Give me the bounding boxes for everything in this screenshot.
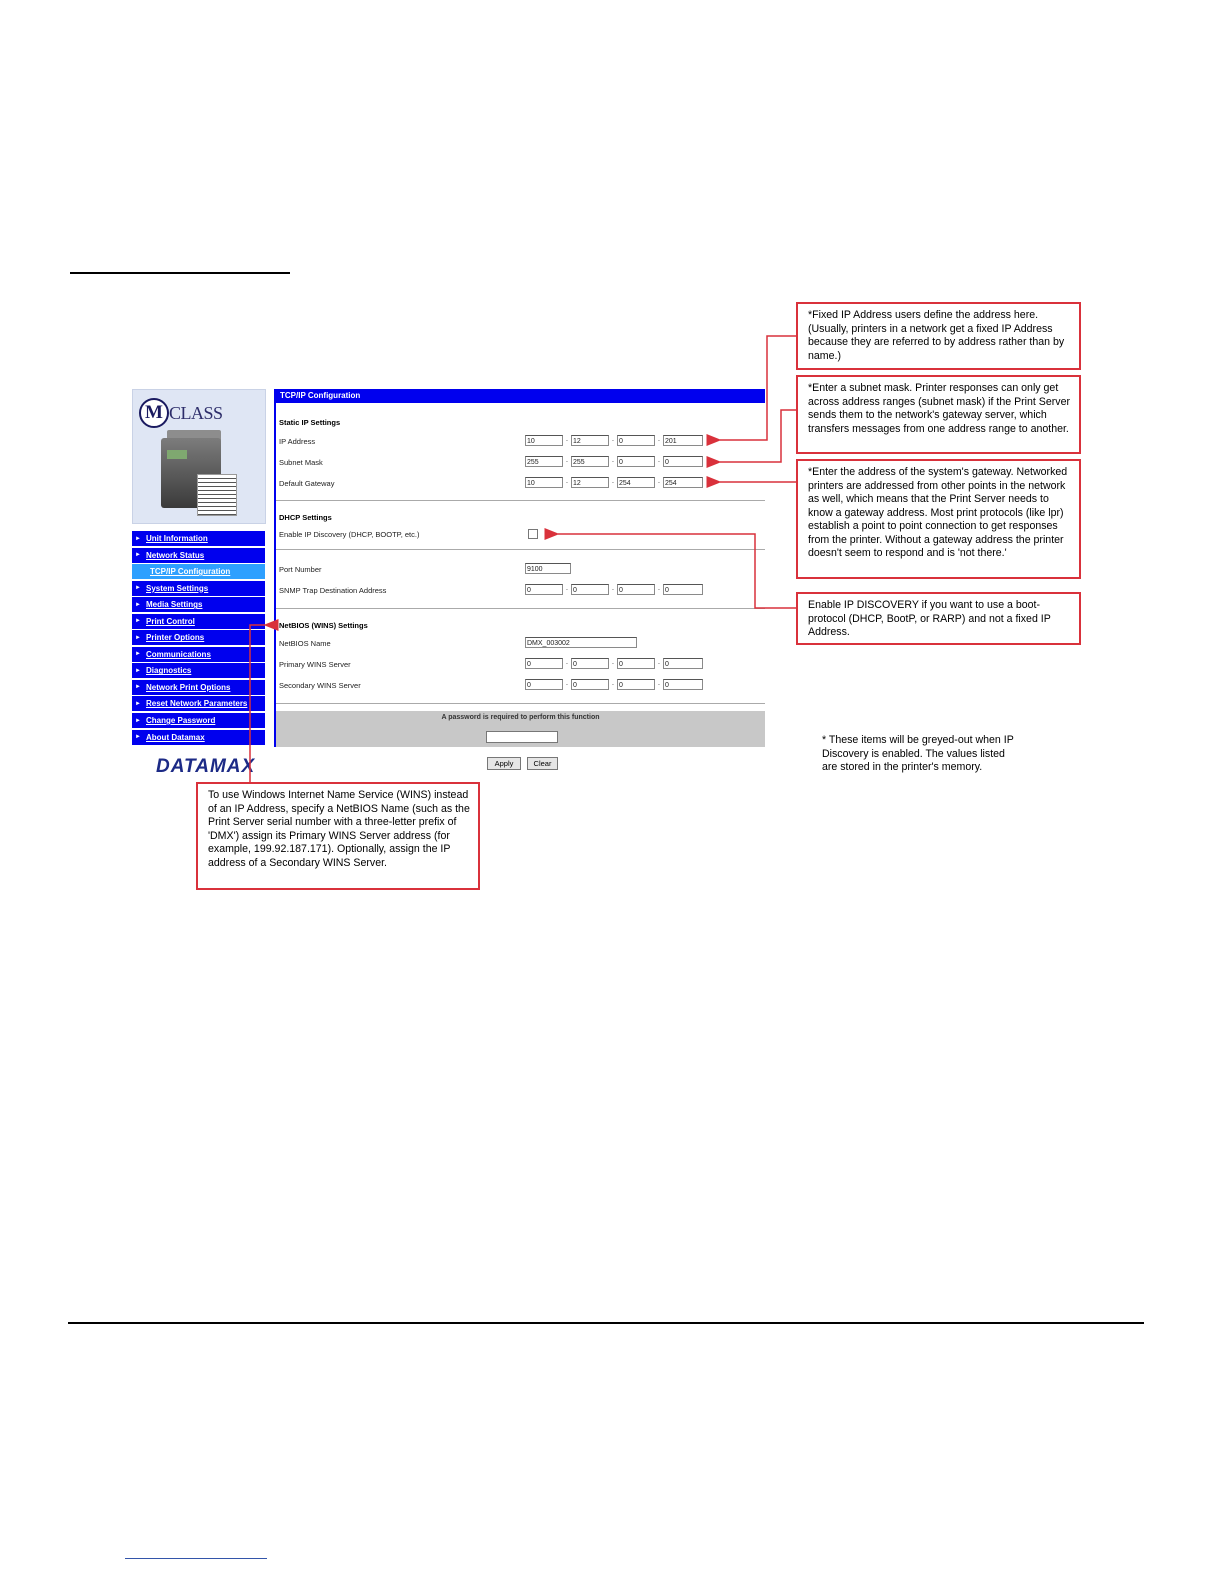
snmp-trap-octet-1[interactable]: 0: [525, 584, 563, 595]
wins-connector: [250, 625, 265, 782]
octet-separator: .: [658, 680, 660, 687]
netbios-name-label: NetBIOS Name: [279, 639, 331, 648]
sidebar-item-label: About Datamax: [146, 732, 205, 742]
default-gateway-octet-3[interactable]: 254: [617, 477, 655, 488]
default-gateway-label: Default Gateway: [279, 479, 335, 488]
default-gateway-octet-2[interactable]: 12: [571, 477, 609, 488]
port-number-label: Port Number: [279, 565, 322, 574]
netbios-heading: NetBIOS (WINS) Settings: [279, 621, 368, 630]
secondary-wins-octet-1[interactable]: 0: [525, 679, 563, 690]
default-gateway-octet-1[interactable]: 10: [525, 477, 563, 488]
sidebar-item-label: Print Control: [146, 616, 195, 626]
dhcp-connector: [558, 534, 796, 608]
ip-address-octet-4[interactable]: 201: [663, 435, 703, 446]
sidebar-item-label: Network Status: [146, 550, 205, 560]
arrow-right-icon: ►: [135, 667, 141, 674]
arrow-right-icon: ►: [135, 634, 141, 641]
octet-separator: .: [566, 436, 568, 443]
password-required-message: A password is required to perform this function: [441, 714, 600, 721]
snmp-trap-octet-3[interactable]: 0: [617, 584, 655, 595]
m-logo-icon: M: [139, 398, 169, 428]
octet-separator: .: [612, 457, 614, 464]
arrow-right-icon: ►: [135, 552, 141, 559]
snmp-trap-octet-2[interactable]: 0: [571, 584, 609, 595]
netbios-name-input[interactable]: DMX_003002: [525, 637, 637, 648]
sidebar-item-label: Diagnostics: [146, 666, 192, 676]
octet-separator: .: [658, 436, 660, 443]
sidebar-item-label: Unit Information: [146, 534, 208, 543]
sidebar-item-label: Printer Options: [146, 633, 205, 643]
primary-wins-octet-3[interactable]: 0: [617, 658, 655, 669]
page-title: TCP/IP Configuration: [276, 389, 765, 403]
primary-wins-octet-4[interactable]: 0: [663, 658, 703, 669]
sidebar-item-label: Media Settings: [146, 600, 203, 610]
apply-button[interactable]: Apply: [487, 757, 521, 770]
subnet-mask-callout: *Enter a subnet mask. Printer responses can only get across address ranges (subnet mask) if the Print Server sends them to the network's gateway server, which transfers messages from one address range to another.: [796, 375, 1081, 454]
ip-connector: [720, 336, 796, 440]
arrow-right-icon: ►: [135, 618, 141, 625]
subnet-mask-label: Subnet Mask: [279, 458, 323, 467]
octet-separator: .: [566, 680, 568, 687]
arrow-right-icon: ►: [135, 535, 141, 542]
sidebar-item-label: Communications: [146, 649, 211, 659]
octet-separator: .: [566, 659, 568, 666]
octet-separator: .: [658, 478, 660, 485]
primary-wins-label: Primary WINS Server: [279, 660, 351, 669]
snmp-trap-octet-4[interactable]: 0: [663, 584, 703, 595]
arrow-right-icon: ►: [135, 651, 141, 658]
arrow-right-icon: ►: [135, 585, 141, 592]
logo-class-text: CLASS: [169, 403, 223, 423]
octet-separator: .: [612, 659, 614, 666]
secondary-wins-label: Secondary WINS Server: [279, 681, 361, 690]
arrow-right-icon: ►: [135, 700, 141, 707]
ip-address-label: IP Address: [279, 437, 316, 446]
static-ip-heading: Static IP Settings: [279, 418, 341, 427]
dhcp-heading: DHCP Settings: [279, 513, 332, 522]
greyed-out-note: * These items will be greyed-out when IP Discovery is enabled. The values listed are stored in the printer's memory.: [822, 734, 1014, 773]
ip-address-octet-1[interactable]: 10: [525, 435, 563, 446]
sidebar-item-label: Change Password: [146, 716, 216, 726]
primary-wins-octet-1[interactable]: 0: [525, 658, 563, 669]
subnet-mask-octet-1[interactable]: 255: [525, 456, 563, 467]
port-number-input[interactable]: 9100: [525, 563, 571, 574]
subnet-mask-octet-4[interactable]: 0: [663, 456, 703, 467]
secondary-wins-octet-3[interactable]: 0: [617, 679, 655, 690]
default-gateway-octet-4[interactable]: 254: [663, 477, 703, 488]
sidebar-item-label: TCP/IP Configuration: [150, 567, 231, 577]
gateway-callout: *Enter the address of the system's gateway. Networked printers are addressed from other points in the network as well, which means that the Print Server needs to know a gateway address. Most print protocols (like lpr) establish a point to point connection to get responses from the printer. Without a gateway address the printer doesn't seem to respond and is 'not there.': [796, 459, 1081, 579]
sidebar-item-label: Network Print Options: [146, 682, 231, 692]
sidebar-item-label: System Settings: [146, 583, 209, 593]
secondary-wins-octet-4[interactable]: 0: [663, 679, 703, 690]
octet-separator: .: [658, 585, 660, 592]
octet-separator: .: [612, 680, 614, 687]
subnet-mask-octet-2[interactable]: 255: [571, 456, 609, 467]
snmp-trap-label: SNMP Trap Destination Address: [279, 586, 387, 595]
octet-separator: .: [658, 659, 660, 666]
octet-separator: .: [566, 478, 568, 485]
sidebar-item-label: Reset Network Parameters: [146, 699, 248, 709]
mask-connector: [720, 410, 796, 462]
ip-address-octet-3[interactable]: 0: [617, 435, 655, 446]
arrow-right-icon: ►: [135, 601, 141, 608]
octet-separator: .: [566, 457, 568, 464]
ip-address-callout: *Fixed IP Address users define the address here. (Usually, printers in a network get a fixed IP Address because they are referred to by address rather than by name.): [796, 302, 1081, 370]
ip-discovery-callout: Enable IP DISCOVERY if you want to use a boot-protocol (DHCP, BootP, or RARP) and not a fixed IP Address.: [796, 592, 1081, 645]
octet-separator: .: [612, 436, 614, 443]
primary-wins-octet-2[interactable]: 0: [571, 658, 609, 669]
ip-address-octet-2[interactable]: 12: [571, 435, 609, 446]
octet-separator: .: [612, 585, 614, 592]
octet-separator: .: [658, 457, 660, 464]
arrow-right-icon: ►: [135, 684, 141, 691]
secondary-wins-octet-2[interactable]: 0: [571, 679, 609, 690]
clear-button[interactable]: Clear: [527, 757, 558, 770]
datamax-brand-logo: DATAMAX: [156, 756, 256, 777]
arrow-right-icon: ►: [135, 734, 141, 741]
wins-callout: To use Windows Internet Name Service (WINS) instead of an IP Address, specify a NetBIOS Name (such as the Print Server serial number with a three-letter prefix of 'DMX') assign its Primary WINS Server address (for example, 199.92.187.171). Optionally, assign the IP address of a Secondary WINS Server.: [196, 782, 480, 890]
subnet-mask-octet-3[interactable]: 0: [617, 456, 655, 467]
octet-separator: .: [612, 478, 614, 485]
arrow-right-icon: ►: [135, 717, 141, 724]
octet-separator: .: [566, 585, 568, 592]
enable-ip-discovery-label: Enable IP Discovery (DHCP, BOOTP, etc.): [279, 530, 420, 539]
